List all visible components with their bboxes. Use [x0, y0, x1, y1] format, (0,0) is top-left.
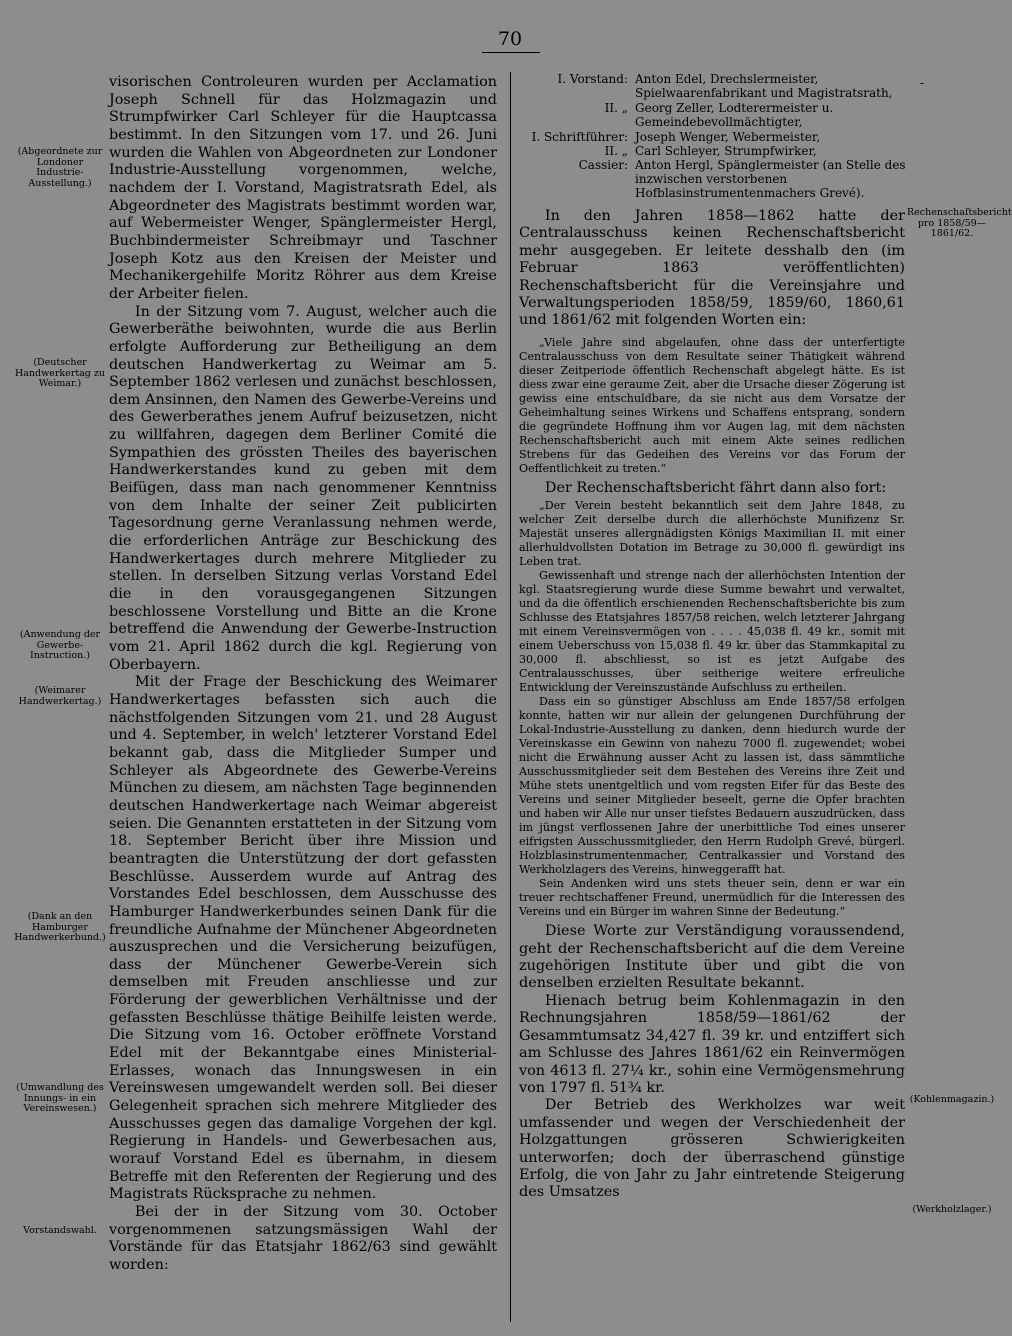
margin-note-innungswesen: (Umwandlung des Innungs- in ein Vereinswesen.) [16, 1082, 104, 1114]
right-paragraph: Der Rechenschaftsbericht fährt dann also fort: [544, 479, 887, 496]
left-column [109, 74, 497, 1275]
edge-mark: - [920, 76, 925, 90]
officer-title: II. „ [604, 144, 628, 158]
margin-note-werkholzlager: (Werkholzlager.) [912, 1204, 992, 1215]
left-paragraph: Bei der in der Sitzung vom 30. October vorgenommenen satzungsmässigen Wahl der Vorstände für das Etatsjahr 1862/63 sind gewählt worden: [109, 1204, 497, 1273]
column-divider [510, 72, 511, 1322]
officer-title: I. Schriftführer: [531, 130, 628, 144]
quote-paragraph: Dass ein so günstiger Abschluss am Ende 1857/58 erfolgen konnte, hatten wir nur allein der gelungenen Durchführung der Lokal-Industrie-Ausstellung zu danken, denn hiedurch wurde der Vereinskasse ein Gewinn von nahezu 7000 fl. zugewendet; wobei nicht die Erwähnung ausser Acht zu lassen ist, dass sämmtliche Ausschussmitglieder seit dem Bestehen des Vereins ihre Zeit und Mühe stets unentgeltlich und vom regsten Eifer für das Beste des Vereins und seiner Mitglieder beseelt, gerne die Opfer brachten und haben wir Alle nur unser tiefstes Bedauern auszudrücken, dass im jüngst verflossenen Jahre der unerbittliche Tod eines unserer eifrigsten Ausschussmitglieder, den Herrn Rudolph Grevé, bürgerl. Holzblasinstrumentenmacher, Centralkassier und Vorstand des Werkholzlagers des Vereins, hinweggerafft hat. [519, 695, 905, 877]
margin-note-hamburger-dank: (Dank an den Hamburger Handwerkerbund.) [14, 911, 106, 943]
quote-paragraph: „Viele Jahre sind abgelaufen, ohne dass der unterfertigte Centralausschuss von dem Resultate seiner Thätigkeit während dieser Zeitperiode öffentlich Rechenschaft abgelegt hätte. Es ist diess zwar eine geraume Zeit, aber die Ursache dieser Zögerung ist gewiss eine entschuldbare, da sie nicht aus dem Vorsatze der Geheimhaltung seines Wirkens und Schaffens entsprang, sondern die gegründete Hoffnung ihm vor Augen lag, mit dem nächsten Rechenschaftsbericht auch mit einem Akte seines redlichen Strebens für das Gedeihen des Vereins vor das Forum der Oeffentlichkeit zu treten.“ [519, 335, 905, 475]
quote-paragraph: „Der Verein besteht bekanntlich seit dem Jahre 1848, zu welcher Zeit derselbe durch die allerhöchste Munifizenz Sr. Majestät unseres allergnädigsten Königs Maximilian II. mit einer allerhuldvollsten Dotation im Betrage zu 30,000 fl. gewürdigt ins Leben trat. [519, 499, 905, 569]
quote-paragraph: Gewissenhaft und strenge nach der allerhöchsten Intention der kgl. Staatsregierung wurde diese Summe bewahrt und verwaltet, und da die öffentlich erschienenden Rechenschaftsberichte bis zum Schlusse des Etatsjahres 1857/58 reichen, welch letzterer Jahrgang mit einem Vereinsvermögen von . . . . 45,038 fl. 49 kr., somit mit einem Ueberschuss von 15,038 fl. 49 kr. über das Stammkapital zu 30,000 fl. abschliesst, so ist es jetzt Aufgabe des Centralausschusses, über seitherige weitere erfreuliche Entwicklung der Vereinszustände Aufschluss zu ertheilen. [519, 569, 905, 695]
margin-note-london: (Abgeordnete zur Londoner Industrie-Ausstellung.) [17, 146, 103, 189]
officers-list [516, 72, 916, 202]
margin-note-gewerbe-instruction: (Anwendung der Gewerbe-Instruction.) [19, 629, 101, 661]
margin-note-rechenschaftsbericht: Rechenschaftsbericht pro 1858/59—1861/62. [907, 207, 1012, 239]
quote-paragraph: Sein Andenken wird uns stets theuer sein, denn er war ein treuer rechtschaffener Freund, unermüdlich für die Interessen des Vereins und ein Bürger im wahren Sinne der Bedeutung.“ [519, 877, 905, 919]
officer-name: Anton Hergl, Spänglermeister (an Stelle des inzwischen verstorbenen Hofblasinstrumentenmachers Grevé). [635, 158, 906, 201]
officer-name: Georg Zeller, Lodterermeister u. Gemeindebevollmächtigter, [635, 101, 834, 130]
officer-title: I. Vorstand: [557, 72, 628, 86]
margin-note-vorstandswahl: Vorstandswahl. [23, 1225, 97, 1236]
margin-note-kohlenmagazin: (Kohlenmagazin.) [909, 1094, 995, 1105]
right-paragraph: Der Betrieb des Werkholzes war weit umfassender und wegen der Verschiedenheit der Holzgattungen grösseren Schwierigkeiten unterworfen; doch der überraschend günstige Erfolg, die von Jahr zu Jahr eintretende Steigerung des Umsatzes [519, 1097, 905, 1201]
quote-block [519, 336, 905, 476]
right-paragraph: Diese Worte zur Verständigung voraussendend, geht der Rechenschaftsbericht auf die dem Vereine zugehörigen Institute über und gibt die von denselben erzielten Resultate bekannt. [519, 923, 905, 992]
quote-block [519, 499, 905, 919]
margin-note-handwerkertag: (Deutscher Handwerkertag zu Weimar.) [14, 357, 106, 389]
margin-note-weimarer: (Weimarer Handwerkertag.) [18, 685, 102, 707]
right-paragraph: In den Jahren 1858—1862 hatte der Centralausschuss keinen Rechenschaftsbericht mehr ausgegeben. Er leitete desshalb den (im Februar 1863 veröffentlichten) Rechenschaftsbericht für die Vereinsjahre und Verwaltungsperioden 1858/59, 1859/60, 1860,61 und 1861/62 mit folgenden Worten ein: [519, 208, 905, 329]
page-number-rule [482, 52, 540, 53]
officer-title: II. „ [604, 101, 628, 115]
page-number: 70 [497, 28, 523, 50]
right-column [519, 208, 905, 1202]
officer-name: Anton Edel, Drechslermeister, Spielwaarenfabrikant und Magistratsrath, [635, 72, 893, 101]
officer-title: Cassier: [578, 158, 628, 172]
officer-name: Carl Schleyer, Strumpfwirker, [635, 144, 817, 158]
right-paragraph: Hienach betrug beim Kohlenmagazin in den Rechnungsjahren 1858/59—1861/62 der Gesammtumsatz 34,427 fl. 39 kr. und entziffert sich am Schlusse des Jahres 1861/62 ein Reinvermögen von 4613 fl. 27¼ kr., sohin eine Vermögensmehrung von 1797 fl. 51¾ kr. [519, 992, 905, 1096]
left-paragraph: In der Sitzung vom 7. August, welcher auch die Gewerberäthe beiwohnten, wurde die aus Berlin erfolgte Aufforderung zur Betheiligung an dem deutschen Handwerkertag zu Weimar am 5. September 1862 verlesen und zunächst beschlossen, dem Ansinnen, den Namen des Gewerbe-Vereins und des Gewerberathes jenem Aufruf beizusetzen, nicht zu willfahren, dagegen dem Berliner Comité die Sympathien des grössten Theiles des bayerischen Handwerkerstandes kund zu geben mit dem Beifügen, dass man nach genommener Kenntniss von dem Inhalte der seiner Zeit publicirten Tagesordnung gerne Veranlassung nehmen werde, die erforderlichen Anträge zur Beschickung des Handwerkertages durch mehrere Mitglieder zu stellen. In derselben Sitzung verlas Vorstand Edel die in den vorausgegangenen Sitzungen beschlossene Vorstellung und Bitte an die Krone betreffend die Anwendung der Gewerbe-Instruction vom 21. April 1862 durch die kgl. Regierung von Oberbayern. [109, 303, 497, 673]
left-paragraph: visorischen Controleuren wurden per Acclamation Joseph Schnell für das Holzmagazin und Strumpfwirker Carl Schleyer für die Hauptcassa bestimmt. In den Sitzungen vom 17. und 26. Juni wurden die Wahlen von Abgeordneten zur Londoner Industrie-Ausstellung vorgenommen, welche, nachdem der I. Vorstand, Magistratsrath Edel, als Abgeordneter des Magistrats bestimmt worden war, auf Webermeister Wenger, Spänglermeister Hergl, Buchbindermeister Schreibmayr und Taschner Joseph Kotz aus den Kreisen der Meister und Mechanikergehilfe Moritz Röhrer aus dem Kreise der Arbeiter fielen. [109, 74, 497, 302]
left-paragraph: Mit der Frage der Beschickung des Weimarer Handwerkertages befassten sich auch die nächstfolgenden Sitzungen vom 21. und 28 August und 4. September, in welch' letzterer Vorstand Edel bekannt gab, dass die Mitglieder Sumper und Schleyer als Abgeordnete des Gewerbe-Vereins München zu diesem, am nächsten Tage beginnenden deutschen Handwerkertage nach Weimar abgereist seien. Die Genannten erstatteten in der Sitzung vom 18. September Bericht über ihre Mission und beantragten die Unterstützung der dort gefassten Beschlüsse. Ausserdem wurde auf Antrag des Vorstandes Edel beschlossen, dem Ausschusse des Hamburger Handwerkerbundes seinen Dank für die freundliche Aufnahme der Münchener Abgeordneten auszusprechen und die Versicherung beizufügen, dass der Münchener Gewerbe-Verein sich demselben mit Freuden anschliesse und zur Förderung der gewerblichen Verhältnisse und der gefassten Beschlüsse thätige Beihilfe leisten werde. Die Sitzung vom 16. October eröffnete Vorstand Edel mit der Bekanntgabe eines Ministerial-Erlasses, wonach das Innungswesen in ein Vereinswesen umgewandelt werden soll. Bei dieser Gelegenheit sprachen sich mehrere Mitglieder des Ausschusses gegen das damalige Vorgehen der kgl. Regierung in Handels- und Gewerbesachen aus, worauf Vorstand Edel es übernahm, in diesem Betreffe mit den Referenten der Regierung und des Magistrats Rücksprache zu nehmen. [109, 674, 497, 1203]
officer-name: Joseph Wenger, Webermeister, [635, 130, 821, 144]
